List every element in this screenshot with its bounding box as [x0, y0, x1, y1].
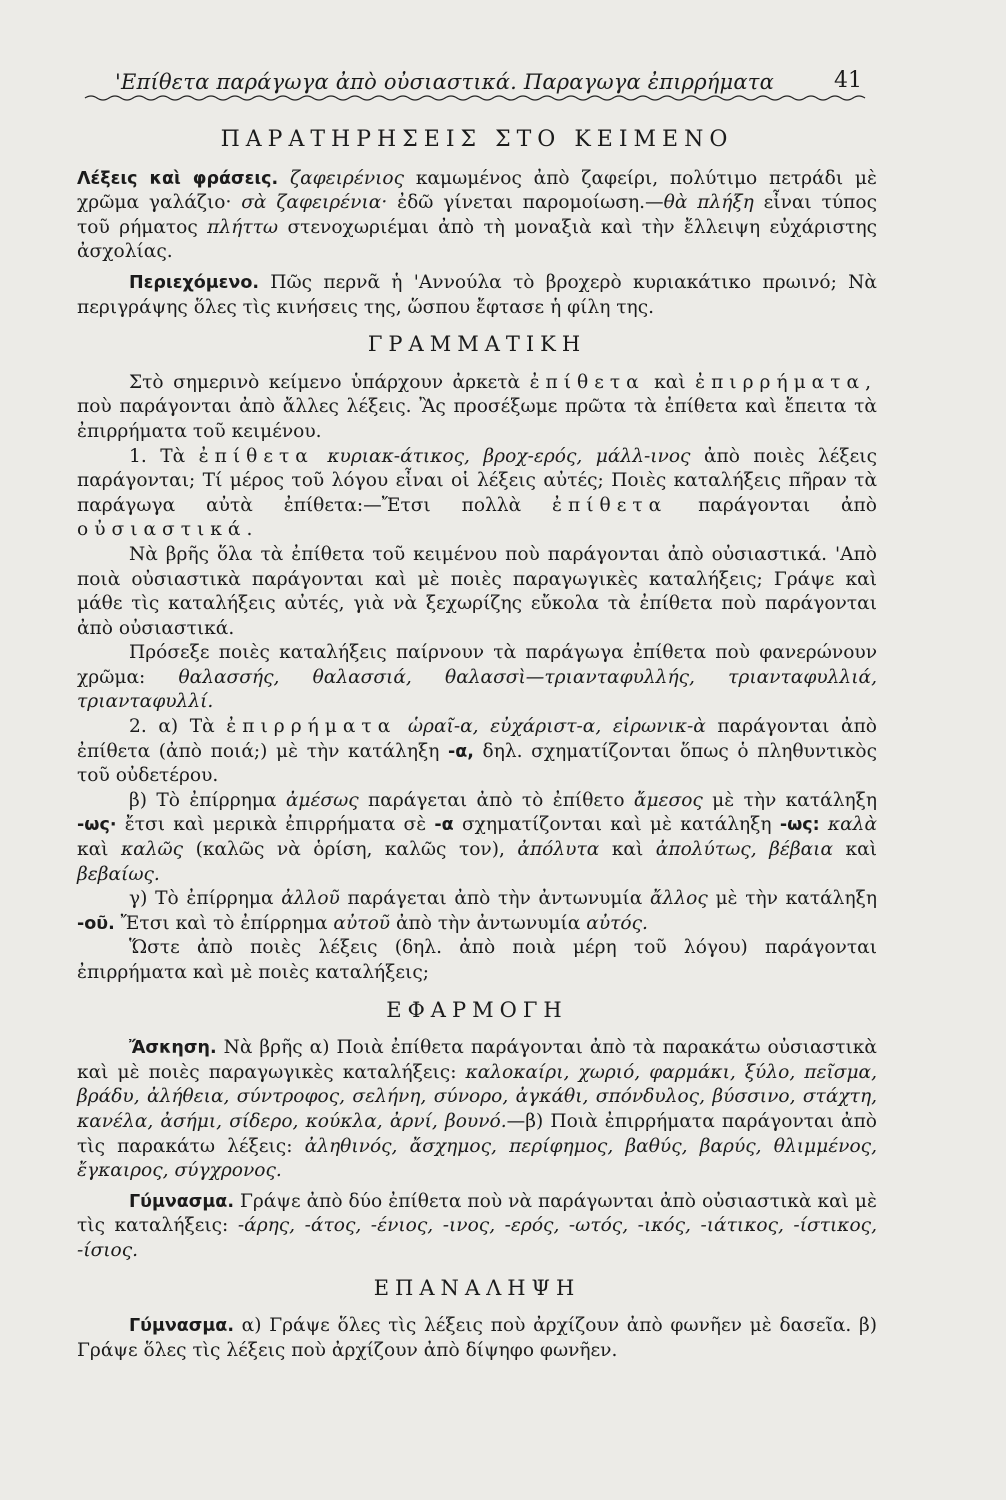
text-run: καὶ — [599, 839, 656, 861]
exercise-label: Ἄσκηση. — [129, 1038, 217, 1059]
term: ἀπολύτως, βέβαια — [655, 839, 834, 861]
text-run: Ἔτσι καὶ τὸ ἐπίρρημα — [114, 912, 334, 934]
text-run: στενοχωριέμαι ἀπὸ τὴ μοναξιὰ καὶ τὴν ἔλλειψη εὐχάριστης ἀσχολίας. — [77, 216, 877, 263]
text-run: γ) Τὸ ἐπίρρημα — [129, 888, 282, 910]
text-run: παράγεται ἀπὸ τὸ ἐπίθετο — [358, 789, 634, 811]
text-run: (καλῶς νὰ ὁρίση, καλῶς τον), — [183, 839, 518, 861]
text-run: ἀπὸ τὴν ἀντωνυμία — [390, 912, 587, 934]
term-list: καλοκαίρι, χωριό, φαρμάκι, ξύλο, πεῖσμα, βράδυ, ἀλήθεια, σύντροφος, σελήνη, σύνορο, ἀγκάθι, σπόνδυλος, βύσσινο, στάχτη, κανέλα, ἀσήμι, σίδερο, κούκλα, ἀρνί, βουνό. — [77, 1061, 877, 1132]
text-run: —β) Ποιὰ ἐπιρρήματα παράγονται ἀπὸ τὶς παρακάτω λέξεις: — [77, 1110, 878, 1157]
words-label: Λέξεις καὶ φράσεις. — [77, 168, 279, 189]
term: βεβαίως. — [77, 863, 160, 885]
review-heading: ΕΠΑΝΑΛΗΨΗ — [373, 1275, 581, 1300]
contents-paragraph — [77, 271, 877, 320]
text-run: καὶ — [833, 839, 877, 861]
text-run: σχηματίζονται καὶ μὲ κατάληξη — [453, 814, 780, 836]
term: θὰ πλήξη — [663, 192, 754, 214]
grammar-point-1 — [77, 445, 877, 543]
text-run: ἔτσι καὶ μερικὰ ἐπιρρήματα σὲ — [116, 814, 435, 836]
text-run: Πῶς περνᾶ ἡ 'Αννούλα τὸ βροχερὸ κυριακάτικο πρωινό; Νὰ περιγράψης ὅλες τὶς κινήσεις της, ὥσπου ἔφτασε ἡ φίλη της. — [77, 271, 877, 318]
header-title: 'Επίθετα παράγωγα ἀπὸ οὐσιαστικά. Παραγωγα ἐπιρρήματα — [115, 70, 774, 94]
grammar-color-adjectives — [77, 641, 877, 715]
header-wavy-rule — [80, 93, 870, 103]
spaced-term: ἐπίθετα — [198, 445, 314, 467]
application-heading: ΕΦΑΡΜΟΓΗ — [386, 997, 568, 1022]
term: κυριακ-άτικος, βροχ-ερός, μάλλ-ινος — [327, 445, 691, 467]
term: ἄλλος — [650, 888, 708, 910]
term: ἀλλοῦ — [281, 888, 340, 910]
contents-label: Περιεχόμενο. — [129, 272, 259, 293]
term: ζαφειρένιος — [290, 167, 405, 189]
grammar-point-1-task: Νὰ βρῆς ὅλα τὰ ἐπίθετα τοῦ κειμένου ποὺ παράγονται ἀπὸ οὐσιαστικά. 'Απὸ ποιὰ οὐσιαστικὰ παράγονται καὶ μὲ ποιὲς παραγωγικὲς καταλήξεις; Γράψε καὶ μάθε τὶς καταλήξεις αὐτές, γιὰ νὰ ξεχωρίζης εὔκολα τὰ ἐπίθετα ποὺ παράγονται ἀπὸ οὐσιαστικά. — [77, 543, 877, 639]
text-run: Στὸ σημερινὸ κείμενο ὑπάρχουν ἀρκετὰ — [129, 371, 530, 393]
text-run: ποὺ παράγονται ἀπὸ ἄλλες λέξεις. Ἂς προσέξωμε πρῶτα τὰ ἐπίθετα καὶ ἔπειτα τὰ ἐπιρρήματα τοῦ κειμένου. — [77, 396, 877, 442]
drill-label: Γύμνασμα. — [129, 1191, 234, 1212]
suffix: -ως· — [77, 815, 117, 836]
page-number: 41 — [834, 68, 862, 93]
term: ἀπόλυτα — [517, 839, 600, 861]
grammar-intro — [77, 371, 877, 445]
term: αὐτοῦ — [333, 912, 391, 934]
text-run: 2. α) Τὰ — [129, 716, 227, 738]
text-run: 1. Τὰ — [129, 445, 199, 467]
text-run: παράγεται ἀπὸ τὴν ἀντωνυμία — [339, 888, 651, 910]
exercise-paragraph — [77, 1036, 877, 1184]
drill-paragraph — [77, 1190, 877, 1264]
term: ὡραῖ-α, εὐχάριστ-α, εἰρωνικ-ὰ — [407, 716, 706, 738]
text-run — [314, 446, 328, 467]
review-drill-paragraph — [77, 1314, 877, 1363]
text-run: καὶ — [644, 371, 696, 393]
text-run: ἀπὸ ποιὲς λέξεις παράγονται; Τί μέρος τοῦ λόγου εἶναι οἱ λέξεις αὐτές; Ποιὲς καταλήξεις πῆραν τὰ παράγωγα αὐτὰ ἐπίθετα:—Ἔτσι πολλὰ — [77, 445, 877, 516]
term: αὐτός. — [586, 912, 648, 934]
review-drill-label: Γύμνασμα. — [129, 1316, 234, 1337]
text-run — [820, 814, 828, 835]
text-run: καμωμένος ἀπὸ ζαφείρι, πολύτιμο πετράδι μὲ χρῶμα γαλάζιο· — [77, 167, 877, 214]
words-paragraph — [77, 167, 877, 265]
text-run: ἐδῶ γίνεται παρομοίωση.— — [387, 192, 664, 214]
grammar-heading: ΓΡΑΜΜΑΤΙΚΗ — [367, 332, 587, 357]
spaced-term: οὐσιαστικά. — [77, 519, 259, 541]
text-run: δηλ. σχηματίζονται ὅπως ὁ πληθυντικὸς τοῦ οὐδετέρου. — [77, 740, 877, 787]
text-run — [396, 716, 408, 737]
text-run: εἶναι τύπος τοῦ ρήματος — [77, 192, 878, 238]
term-list: ἀληθινός, ἄσχημος, περίφημος, βαθύς, βαρύς, θλιμμένος, ἔγκαιρος, σύγχρονος. — [77, 1135, 877, 1182]
spaced-term: ἐπιρρήματα, — [695, 371, 877, 393]
term: καλὰ — [827, 814, 878, 836]
text-run: παράγονται ἀπὸ — [667, 494, 877, 516]
term: καλῶς — [120, 839, 184, 861]
text-run: Γράψε ἀπὸ δύο ἐπίθετα ποὺ νὰ παράγωνται ἀπὸ οὐσιαστικὰ καὶ μὲ τὶς καταλήξεις: — [77, 1190, 877, 1237]
suffix: -α — [434, 815, 454, 836]
spaced-term: ἐπίθετα — [552, 494, 668, 516]
term: σὰ ζαφειρένια· — [241, 192, 388, 214]
text-run: μὲ τὴν κατάληξη — [702, 789, 877, 811]
term: ἀμέσως — [285, 789, 359, 811]
suffix: -οῦ. — [77, 913, 115, 934]
grammar-point-2a — [77, 715, 877, 789]
text-run: β) Τὸ ἐπίρρημα — [129, 789, 286, 811]
text-run: παράγονται ἀπὸ ἐπίθετα (ἀπὸ ποιά;) μὲ τὴν κατάληξη — [77, 716, 877, 762]
term-list: -άρης, -άτος, -ένιος, -ινος, -ερός, -ωτός, -ικός, -ιάτικος, -ίστικος, -ίσιος. — [77, 1215, 877, 1261]
running-header — [80, 66, 870, 104]
spaced-term: ἐπίθετα — [529, 371, 645, 393]
main-heading: ΠΑΡΑΤΗΡΗΣΕΙΣ ΣΤΟ ΚΕΙΜΕΝΟ — [220, 127, 734, 152]
grammar-point-2b — [77, 789, 877, 887]
grammar-question: Ὥστε ἀπὸ ποιὲς λέξεις (δηλ. ἀπὸ ποιὰ μέρη τοῦ λόγου) παράγονται ἐπιρρήματα καὶ μὲ ποιὲς καταλήξεις; — [77, 937, 877, 983]
term: θαλασσής, θαλασσιά, θαλασσὶ—τριανταφυλλής, τριανταφυλλιά, τριανταφυλλί. — [77, 666, 877, 713]
text-run — [278, 168, 290, 189]
term: ἄμεσος — [633, 789, 703, 811]
text-run: καὶ — [77, 839, 121, 861]
text-run: α) Γράψε ὅλες τὶς λέξεις ποὺ ἀρχίζουν ἀπὸ φωνῆεν μὲ δασεῖα. β) Γράψε ὅλες τὶς λέξεις ποὺ ἀρχίζουν ἀπὸ δίψηφο φωνῆεν. — [77, 1315, 877, 1361]
term: πλήττω — [207, 216, 279, 238]
text-run: Νὰ βρῆς α) Ποιὰ ἐπίθετα παράγονται ἀπὸ τὰ παρακάτω οὐσιαστικὰ καὶ μὲ ποιὲς παραγωγικὲς καταλήξεις: — [77, 1037, 877, 1083]
suffix: -α, — [447, 741, 474, 762]
page-content — [77, 128, 877, 1363]
text-run: μὲ τὴν κατάληξη — [707, 888, 877, 910]
spaced-term: ἐπιρρήματα — [226, 716, 397, 738]
suffix: -ως: — [779, 815, 820, 836]
grammar-point-2c — [77, 887, 877, 936]
text-run: Πρόσεξε ποιὲς καταλήξεις παίρνουν τὰ παράγωγα ἐπίθετα ποὺ φανερώνουν χρῶμα: — [77, 642, 877, 688]
